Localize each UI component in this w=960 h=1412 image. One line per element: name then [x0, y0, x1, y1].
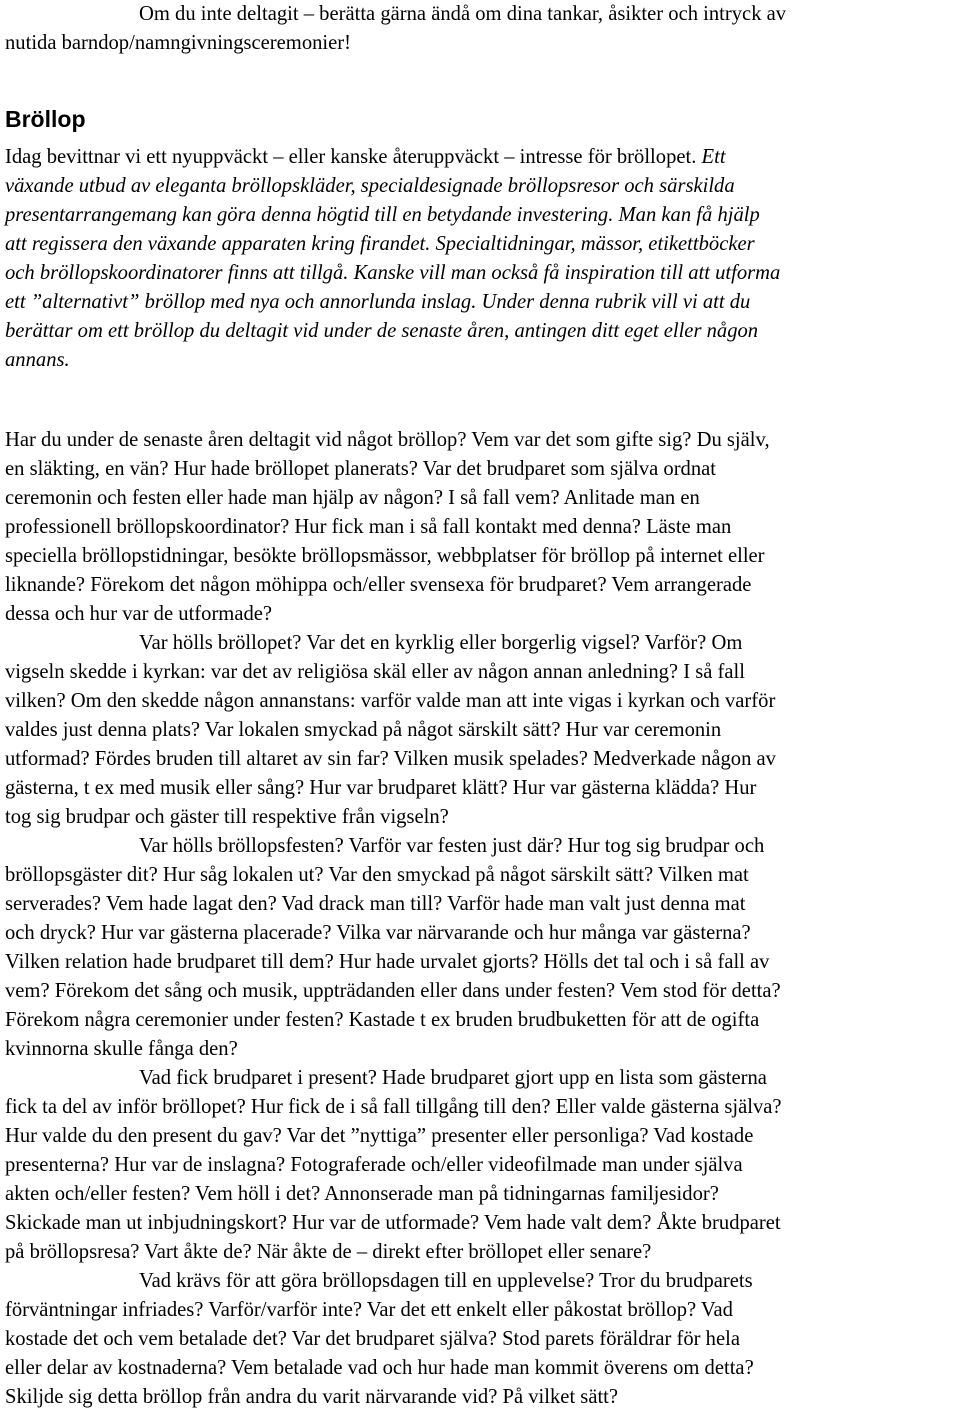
question-line: Hur valde du den present du gav? Var det ”nyttiga” presenter eller personliga? Vad kostade [5, 1125, 754, 1147]
question-line: kvinnorna skulle fånga den? [5, 1038, 238, 1060]
question-line: på bröllopsresa? Vart åkte de? När åkte de – direkt efter bröllopet eller senare? [5, 1241, 652, 1263]
section-heading: Bröllop [5, 106, 86, 132]
lead-line: och bröllopskoordinatorer finns att tillgå. Kanske vill man också få inspiration till att utforma [5, 262, 781, 284]
lead-paragraph [5, 143, 780, 375]
question-line: presenterna? Hur var de inslagna? Fotograferade och/eller videofilmade man under själva [5, 1154, 743, 1176]
question-line: valdes just denna plats? Var lokalen smyckad på något särskilt sätt? Hur var ceremonin [5, 719, 722, 741]
lead-line-1-italic: Ett [696, 146, 726, 168]
lead-line: berättar om ett bröllop du deltagit vid under de senaste åren, antingen ditt eget eller någon [5, 320, 759, 342]
question-line: professionell bröllopskoordinator? Hur fick man i så fall kontakt med denna? Läste man [5, 516, 732, 538]
question-line: gästerna, t ex med musik eller sång? Hur var brudparet klätt? Hur var gästerna klädda? Hur [5, 777, 757, 799]
intro-line-2: nutida barndop/namngivningsceremonier! [5, 32, 351, 54]
question-line: fick ta del av inför bröllopet? Hur fick de i så fall tillgång till den? Eller valde gästerna själva? [5, 1096, 782, 1118]
lead-line-1 [5, 143, 780, 172]
question-line: Vad krävs för att göra bröllopsdagen till en upplevelse? Tror du brudparets [139, 1270, 753, 1292]
lead-line: presentarrangemang kan göra denna högtid till en betydande investering. Man kan få hjälp [5, 204, 760, 226]
question-line: akten och/eller festen? Vem höll i det? Annonserade man på tidningarnas familjesidor? [5, 1183, 719, 1205]
intro-line-1: Om du inte deltagit – berätta gärna ändå om dina tankar, åsikter och intryck av [139, 3, 787, 25]
question-paragraphs [5, 426, 955, 1412]
lead-line-1-plain: Idag bevittnar vi ett nyuppväckt – eller kanske återuppväckt – intresse för bröllopet. [5, 146, 697, 168]
question-line: och dryck? Hur var gästerna placerade? Vilka var närvarande och hur många var gästerna? [5, 922, 751, 944]
question-line: Vad fick brudparet i present? Hade brudparet gjort upp en lista som gästerna [139, 1067, 767, 1089]
question-line: kostade det och vem betalade det? Var det brudparet själva? Stod parets föräldrar för hela [5, 1328, 740, 1350]
question-line: förväntningar infriades? Varför/varför inte? Var det ett enkelt eller påkostat bröllop? Vad [5, 1299, 733, 1321]
question-line: serverades? Vem hade lagat den? Vad drack man till? Varför hade man valt just denna mat [5, 893, 746, 915]
question-line: tog sig brudpar och gäster till respektive från vigseln? [5, 806, 449, 828]
question-line: en släkting, en vän? Hur hade bröllopet planerats? Var det brudparet som själva ordnat [5, 458, 717, 480]
question-line: ceremonin och festen eller hade man hjälp av någon? I så fall vem? Anlitade man en [5, 487, 700, 509]
question-line: Förekom några ceremonier under festen? Kastade t ex bruden brudbuketten för att de ogifta [5, 1009, 760, 1031]
question-line: liknande? Förekom det någon möhippa och/eller svensexa för brudparet? Vem arrangerade [5, 574, 752, 596]
intro-paragraph [5, 0, 786, 58]
lead-line: växande utbud av eleganta bröllopskläder, specialdesignade bröllopsresor och särskilda [5, 175, 735, 197]
question-line: Vilken relation hade brudparet till dem? Hur hade urvalet gjorts? Hölls det tal och i så fall av [5, 951, 770, 973]
question-line: Skickade man ut inbjudningskort? Hur var de utformade? Vem hade valt dem? Åkte brudparet [5, 1212, 781, 1234]
question-line: vem? Förekom det sång och musik, uppträdanden eller dans under festen? Vem stod för detta? [5, 980, 781, 1002]
question-line: dessa och hur var de utformade? [5, 603, 273, 625]
question-line: vigseln skedde i kyrkan: var det av religiösa skäl eller av någon annan anledning? I så fall [5, 661, 745, 683]
question-line: speciella bröllopstidningar, besökte bröllopsmässor, webbplatser för bröllop på internet eller [5, 545, 765, 567]
question-line: utformad? Fördes bruden till altaret av sin far? Vilken musik spelades? Medverkade någon av [5, 748, 776, 770]
lead-line: annans. [5, 349, 70, 371]
question-line: Var hölls bröllopsfesten? Varför var festen just där? Hur tog sig brudpar och [139, 835, 765, 857]
question-line: Har du under de senaste åren deltagit vid något bröllop? Vem var det som gifte sig? Du själv, [5, 429, 770, 451]
question-line: vilken? Om den skedde någon annanstans: varför valde man att inte vigas i kyrkan och varför [5, 690, 776, 712]
question-line: bröllopsgäster dit? Hur såg lokalen ut? Var den smyckad på något särskilt sätt? Vilken mat [5, 864, 749, 886]
question-line: Var hölls bröllopet? Var det en kyrklig eller borgerlig vigsel? Varför? Om [139, 632, 743, 654]
question-line: Skiljde sig detta bröllop från andra du varit närvarande vid? På vilket sätt? [5, 1386, 619, 1408]
question-line: eller delar av kostnaderna? Vem betalade vad och hur hade man kommit överens om detta? [5, 1357, 754, 1379]
lead-line: ett ”alternativt” bröllop med nya och annorlunda inslag. Under denna rubrik vill vi att du [5, 291, 751, 313]
lead-line: att regissera den växande apparaten kring firandet. Specialtidningar, mässor, etikettböcker [5, 233, 755, 255]
